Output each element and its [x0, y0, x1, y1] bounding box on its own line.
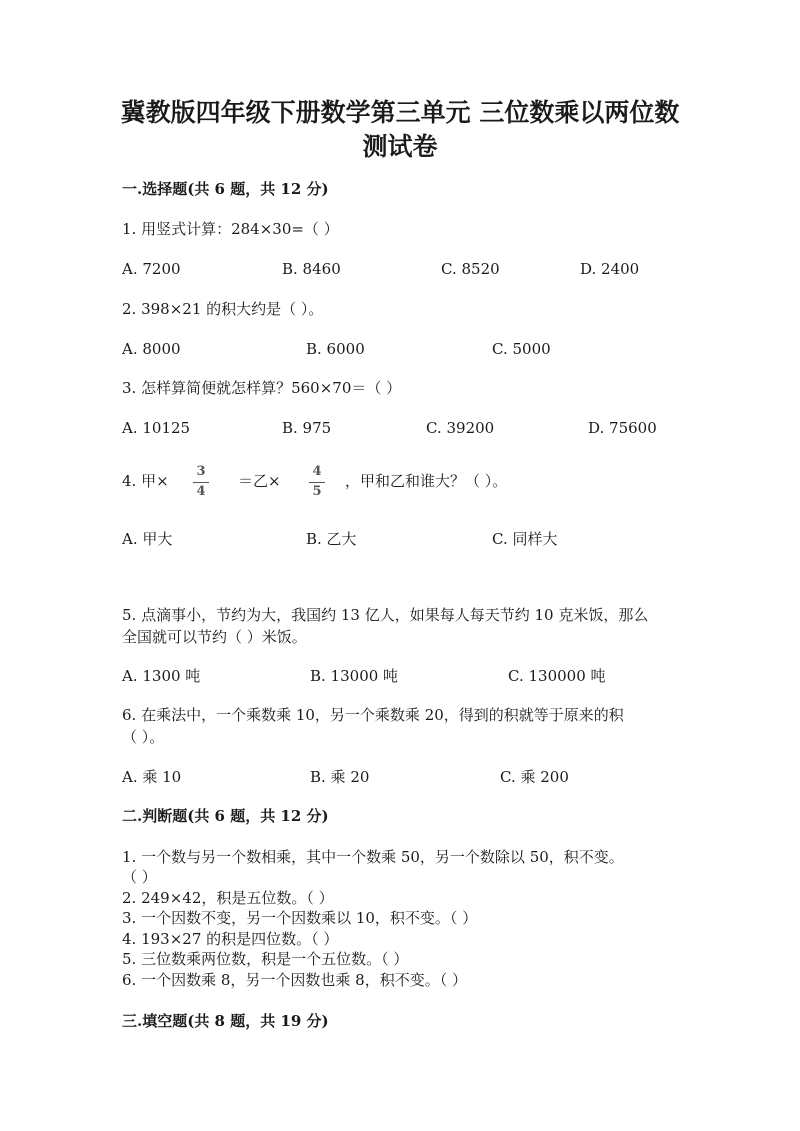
q2-option-c: C. 5000: [492, 340, 551, 358]
section-heading-fill-in: 三.填空题(共 8 题，共 19 分): [122, 1012, 329, 1030]
q1-option-d: D. 2400: [580, 260, 640, 278]
q3-option-b: B. 975: [282, 419, 332, 437]
q5-option-c: C. 130000 吨: [508, 667, 606, 685]
q1-option-b: B. 8460: [282, 260, 341, 278]
question-5-line2: 全国就可以节约（ ）米饭。: [122, 628, 307, 646]
q1-option-c: C. 8520: [441, 260, 500, 278]
q4-option-a: A. 甲大: [122, 530, 173, 548]
fraction-three-quarters: [193, 465, 209, 501]
q2-option-b: B. 6000: [306, 340, 365, 358]
judgment-item-1: 1. 一个数与另一个数相乘，其中一个数乘 50，另一个数除以 50，积不变。: [122, 848, 624, 866]
question-6-line1: 6. 在乘法中，一个乘数乘 10，另一个乘数乘 20，得到的积就等于原来的积: [122, 706, 624, 724]
question-4-part2: ＝乙×: [238, 472, 281, 490]
page-title: 冀教版四年级下册数学第三单元 三位数乘以两位数: [120, 98, 680, 127]
fraction-denominator: 4: [196, 484, 206, 499]
fraction-four-fifths: [309, 465, 325, 501]
question-4-part3: ，甲和乙和谁大？（ ）。: [345, 472, 508, 490]
fraction-numerator: 4: [312, 464, 322, 479]
q6-option-c: C. 乘 200: [500, 768, 569, 786]
section-heading-choice: 一.选择题(共 6 题，共 12 分): [122, 180, 329, 198]
q4-option-b: B. 乙大: [306, 530, 357, 548]
q3-option-c: C. 39200: [426, 419, 495, 437]
judgment-item-5: 5. 三位数乘两位数，积是一个五位数。（ ）: [122, 950, 409, 968]
question-5-line1: 5. 点滴事小，节约为大，我国约 13 亿人，如果每人每天节约 10 克米饭，那么: [122, 606, 649, 624]
q1-option-a: A. 7200: [122, 260, 181, 278]
q4-option-c: C. 同样大: [492, 530, 558, 548]
q2-option-a: A. 8000: [122, 340, 181, 358]
q6-option-b: B. 乘 20: [310, 768, 370, 786]
q5-option-a: A. 1300 吨: [122, 667, 201, 685]
question-2: 2. 398×21 的积大约是（ ）。: [122, 300, 324, 318]
q5-option-b: B. 13000 吨: [310, 667, 399, 685]
fraction-numerator: 3: [196, 464, 206, 479]
q3-option-a: A. 10125: [122, 419, 191, 437]
question-1: 1. 用竖式计算：284×30=（ ）: [122, 220, 339, 238]
fraction-bar: [193, 482, 209, 483]
page-title-continued: 测试卷: [362, 132, 438, 161]
judgment-item-2: 2. 249×42，积是五位数。（ ）: [122, 889, 334, 907]
question-4-part1: 4. 甲×: [122, 472, 169, 490]
judgment-item-3: 3. 一个因数不变，另一个因数乘以 10，积不变。（ ）: [122, 909, 478, 927]
section-heading-judgment: 二.判断题(共 6 题，共 12 分): [122, 807, 329, 825]
question-3: 3. 怎样算简便就怎样算？560×70＝（ ）: [122, 379, 402, 397]
q6-option-a: A. 乘 10: [122, 768, 182, 786]
judgment-item-6: 6. 一个因数乘 8，另一个因数也乘 8，积不变。（ ）: [122, 971, 467, 989]
judgment-item-1-blank: （ ）: [122, 868, 157, 886]
question-6-line2: （ ）。: [122, 728, 165, 746]
q3-option-d: D. 75600: [588, 419, 657, 437]
fraction-denominator: 5: [312, 484, 322, 499]
fraction-bar: [309, 482, 325, 483]
judgment-item-4: 4. 193×27 的积是四位数。（ ）: [122, 930, 339, 948]
